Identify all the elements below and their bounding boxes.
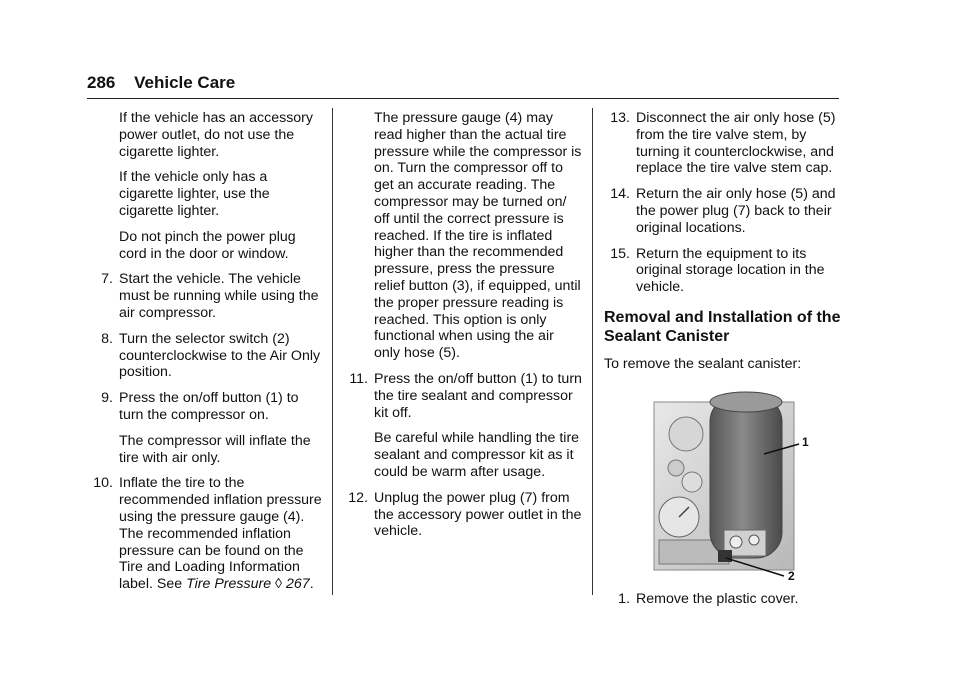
page-number: 286 <box>87 73 116 92</box>
page-header <box>87 73 235 93</box>
note: Be careful while handling the tire sealant and compressor kit as it could be warm after usage. <box>374 430 580 480</box>
step-text: Unplug the power plug (7) from the accessory power outlet in the vehicle. <box>374 489 582 540</box>
step-number: 14. <box>610 186 630 203</box>
step-text: Press the on/off button (1) to turn the tire sealant and compressor kit off. <box>374 370 582 421</box>
sub-step-1 <box>604 591 844 608</box>
step-number: 9. <box>101 390 113 407</box>
selector-knob <box>669 417 703 451</box>
cross-reference-page[interactable]: 267 <box>286 576 310 593</box>
step-13 <box>604 110 844 177</box>
step-text: Remove the plastic cover. <box>636 590 799 607</box>
step-text: Return the equipment to its original storage location in the vehicle. <box>636 245 825 296</box>
column-1 <box>87 110 323 602</box>
step-text: Start the vehicle. The vehicle must be running while using the air compressor. <box>119 271 319 321</box>
step-7 <box>87 271 323 321</box>
step-14 <box>604 186 844 236</box>
step-number: 15. <box>610 245 630 262</box>
column-divider <box>332 108 333 595</box>
step-12 <box>342 490 582 540</box>
step-8 <box>87 331 323 381</box>
step-text: Disconnect the air only hose (5) from the tire valve stem, by turning it counterclockwise, and replace the tire valve stem cap. <box>636 110 836 177</box>
step-text: Press the on/off button (1) to turn the compressor on. <box>119 390 299 423</box>
sealant-canister-illustration <box>604 382 834 587</box>
button-small <box>668 460 684 476</box>
section-heading: Removal and Installation of the Sealant Canister <box>604 308 841 345</box>
step-number: 1. <box>618 590 630 607</box>
callout-label-2: 2 <box>788 568 795 583</box>
note: The compressor will inflate the tire with air only. <box>119 432 311 466</box>
page-ref-icon: ◊ <box>275 576 283 593</box>
section-title: Vehicle Care <box>134 73 236 92</box>
step-9 <box>87 390 323 424</box>
step-15 <box>604 246 844 296</box>
step-continuation: The pressure gauge (4) may read higher than the actual tire pressure while the compressor is on. Turn the compressor off to get an accurate reading. The compressor may be turned on/ off until the correct pressure is reached. If the tire is inflated higher than the recommended pressure, press the pressure relief button (3), if equipped, until the proper pressure reading is reached. This option is only functional when using the air only hose (5). <box>374 110 582 362</box>
button-round <box>682 472 702 492</box>
column-3 <box>604 110 844 617</box>
step-number: 12. <box>348 489 368 506</box>
step-number: 13. <box>610 110 630 126</box>
step-text: Turn the selector switch (2) counterclockwise to the Air Only position. <box>119 330 321 381</box>
callout-label-1: 1 <box>802 434 809 449</box>
cross-reference-link[interactable]: Tire Pressure <box>186 576 272 593</box>
step-text: Inflate the tire to the recommended inflation pressure using the pressure gauge (4). The recommended inflation pressure can be found on the Tire and Loading Information label. See <box>119 475 322 593</box>
note: If the vehicle has an accessory power outlet, do not use the cigarette lighter. <box>119 110 313 160</box>
column-divider <box>592 108 593 595</box>
step-text: Return the air only hose (5) and the power plug (7) back to their original locations. <box>636 186 836 236</box>
step-number: 7. <box>101 271 113 288</box>
step-number: 8. <box>101 330 113 347</box>
step-number: 10. <box>93 475 113 492</box>
note: Do not pinch the power plug cord in the door or window. <box>119 228 296 262</box>
step-11 <box>342 371 582 421</box>
intro-text: To remove the sealant canister: <box>604 355 802 372</box>
canister-drawing <box>604 382 834 587</box>
step-number: 11. <box>349 370 368 387</box>
step-10: 10. Inflate the tire to the recommended inflation pressure using the pressure gauge (4). The recommended inflation pressure can be found on the Tire and Loading Information label. See Tire Pressure ◊ 267. <box>87 475 323 593</box>
column-2 <box>342 110 582 549</box>
note: If the vehicle only has a cigarette lighter, use the cigarette lighter. <box>119 169 270 219</box>
hose-fitting <box>718 550 732 562</box>
header-rule <box>87 98 839 99</box>
